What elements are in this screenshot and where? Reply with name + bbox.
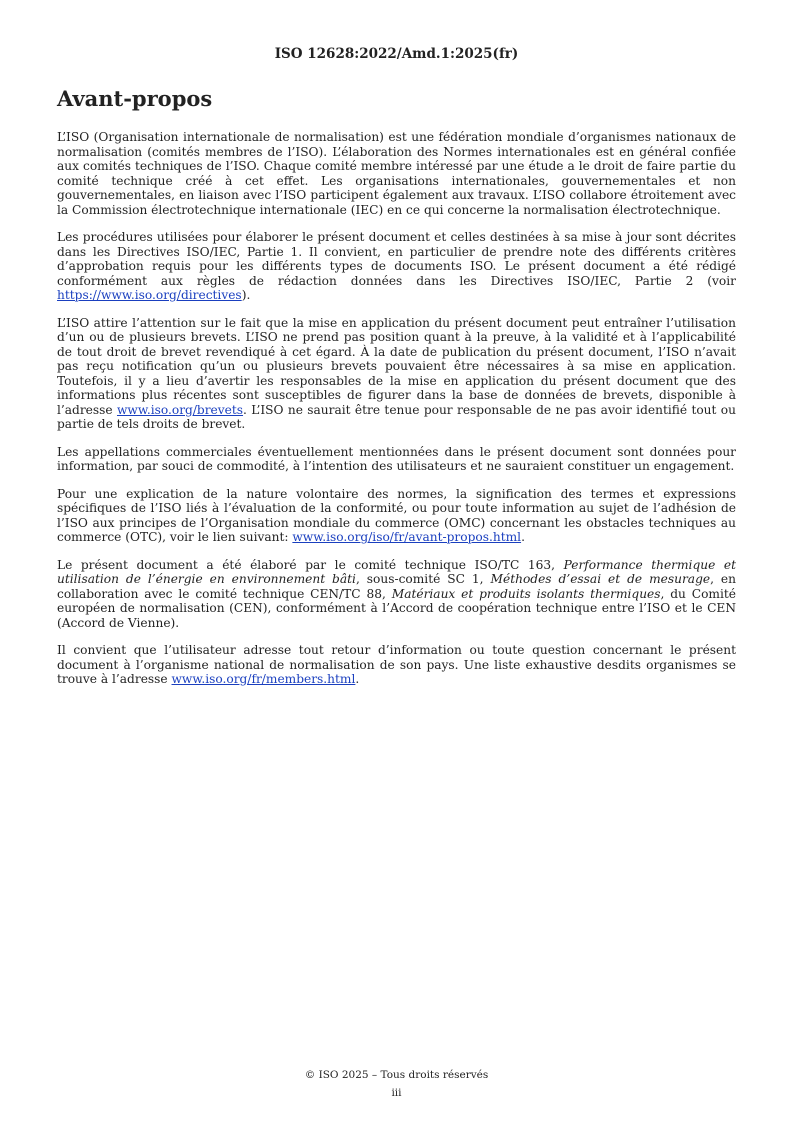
paragraph-text: . <box>355 672 360 686</box>
paragraph-text: ). <box>241 288 251 302</box>
foreword-link[interactable]: www.iso.org/iso/fr/avant-propos.html <box>292 530 522 544</box>
paragraph-trade-names <box>57 445 736 474</box>
paragraph-feedback <box>57 643 736 687</box>
document-body <box>57 130 736 700</box>
copyright-notice: © ISO 2025 – Tous droits réservés <box>304 1069 489 1081</box>
paragraph-voluntary-nature <box>57 487 736 545</box>
cen-committee-title: Matériaux et produits isolants thermiques <box>391 586 661 601</box>
paragraph-text: , en collaboration avec le comité technique CEN/TC 88, <box>57 572 736 601</box>
paragraph-text: L’ISO attire l’attention sur le fait que la mise en application du présent document peut entraîner l’utilisation d’un ou de plusieurs brevets. L’ISO ne prend pas position quant à la preuve, à la validité et à l’applicabilité de tout droit de brevet revendiqué à cet égard. À la date de publication du présent document, l’ISO n’avait pas reçu notification qu’un ou plusieurs brevets pouvaient être nécessaires à sa mise en application. Toutefois, il y a lieu d’avertir les responsables de la mise en application du présent document que des informations plus récentes sont susceptibles de figurer dans la base de données de brevets, disponible à l’adresse <box>57 315 736 417</box>
paragraph-text: , du Comité européen de normalisation (CEN), conformément à l’Accord de coopération technique entre l’ISO et le CEN (Accord de Vienne). <box>57 586 736 630</box>
page-footer <box>0 1066 793 1102</box>
paragraph-procedures <box>57 230 736 303</box>
paragraph-text: Le présent document a été élaboré par le comité technique ISO/TC 163, <box>57 557 564 572</box>
page-number: iii <box>391 1087 402 1099</box>
paragraph-text: Les procédures utilisées pour élaborer le présent document et celles destinées à sa mise à jour sont décrites dans les Directives ISO/IEC, Partie 1. Il convient, en particulier de prendre note des différents critères d’approbation requis pour les différents types de documents ISO. Le présent document a été rédigé conformément aux règles de rédaction données dans les Directives ISO/IEC, Partie 2 (voir <box>57 230 736 288</box>
subcommittee-title: Méthodes d’essai et de mesurage <box>490 572 711 586</box>
document-header: ISO 12628:2022/Amd.1:2025(fr) <box>274 46 519 62</box>
paragraph-text: Il convient que l’utilisateur adresse tout retour d’information ou toute question concernant le présent document à l’organisme national de normalisation de son pays. Une liste exhaustive desdits organismes se trouve à l’adresse <box>57 643 736 686</box>
paragraph-patents <box>57 316 736 432</box>
paragraph-text: L’ISO (Organisation internationale de normalisation) est une fédération mondiale d’organismes nationaux de normalisation (comités membres de l’ISO). L’élaboration des Normes internationales est en général confiée aux comités techniques de l’ISO. Chaque comité membre intéressé par une étude a le droit de faire partie du comité technique créé à cet effet. Les organisations internationales, gouvernementales et non gouvernementales, en liaison avec l’ISO participent également aux travaux. L’ISO collabore étroitement avec la Commission électrotechnique internationale (IEC) en ce qui concerne la normalisation électrotechnique. <box>57 130 736 217</box>
page-title: Avant-propos <box>57 86 213 111</box>
members-link[interactable]: www.iso.org/fr/members.html <box>171 672 356 686</box>
committee-title: Performance thermique et utilisation de l’énergie en environnement bâti <box>57 557 736 586</box>
paragraph-committee <box>57 558 736 631</box>
paragraph-text: Les appellations commerciales éventuellement mentionnées dans le présent document sont données pour information, par souci de commodité, à l’intention des utilisateurs et ne sauraient constituer un engagement. <box>57 444 736 473</box>
directives-link[interactable]: https://www.iso.org/directives <box>57 288 242 302</box>
paragraph-text: . <box>521 530 525 544</box>
paragraph-text: Pour une explication de la nature volontaire des normes, la signification des termes et expressions spécifiques de l’ISO liés à l’évaluation de la conformité, ou pour toute information au sujet de l’adhésion de l’ISO aux principes de l’Organisation mondiale du commerce (OMC) concernant les obstacles techniques au commerce (OTC), voir le lien suivant: <box>57 486 736 544</box>
patents-link[interactable]: www.iso.org/brevets <box>116 402 244 417</box>
paragraph-text: . L’ISO ne saurait être tenue pour responsable de ne pas avoir identifié tout ou partie de tels droits de brevet. <box>57 402 736 431</box>
paragraph-iso-intro <box>57 130 736 217</box>
paragraph-text: , sous-comité SC 1, <box>355 572 491 586</box>
